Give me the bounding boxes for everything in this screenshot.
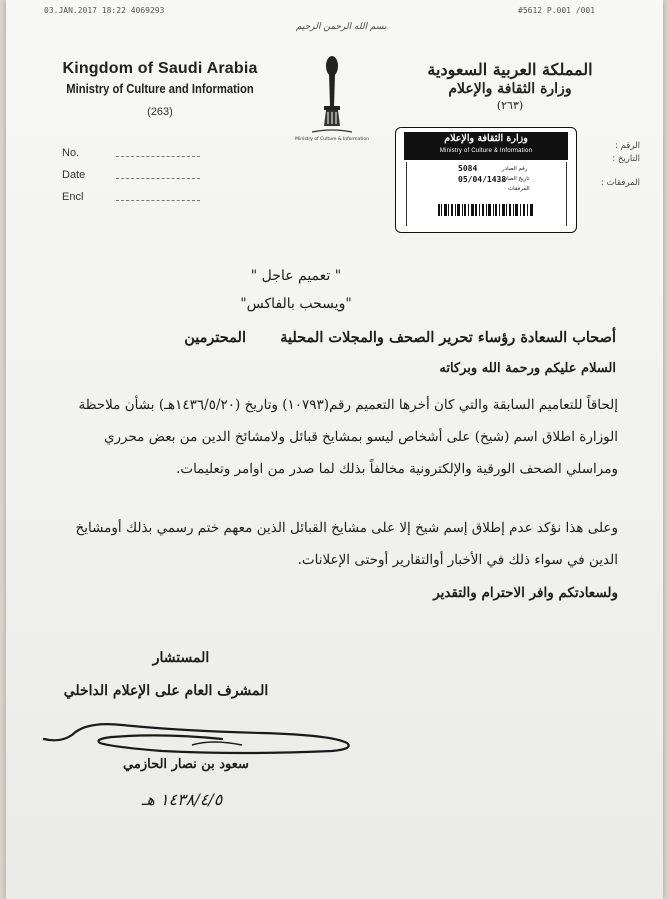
body-paragraph-2: وعلى هذا نؤكد عدم إطلاق إسم شيخ إلا على مشايخ القبائل الذين معهم ختم رسمي بذلك أومشايخ الدين في سواء ذلك في الأخبار أوالتقارير أوحتى الإعلانات. [75, 520, 618, 568]
closing-line: ولسعادتكم وافر الاحترام والتقدير [433, 585, 618, 601]
stamp-left-rule [406, 162, 437, 226]
stamp-label-date: تاريخ الصادر [502, 176, 530, 182]
ar-meta-label-encl: المرفقات : [600, 178, 640, 188]
body-paragraph-1: إلحاقاً للتعاميم السابقة والتي كان أخرها التعميم رقم(١٠٧٩٣) وتاريخ (١٤٣٦/٥/٢٠هـ) بشأن ملاحظة الوزارة اطلاق اسم (شيخ) على أشخاص ليسو بمشايخ قبائل ولامشائخ الدين من بعض محرري ومراسلي الصحف الورقية والإلكترونية مخالفاً بذلك لما صدر من اوامر وتعليمات. [78, 397, 618, 477]
stamp-label-number: رقم الصادر [502, 166, 528, 172]
letterhead-english [54, 60, 266, 118]
signatory-name: سعود بن نصار الحازمي [123, 757, 249, 772]
ar-kingdom-title: المملكة العربية السعودية [427, 60, 593, 79]
stamp-title-ar: وزارة الثقافة والإعلام [444, 133, 528, 144]
registration-stamp [395, 127, 577, 233]
basmala: بسم الله الرحمن الرحيم [296, 22, 387, 32]
ar-meta-labels [580, 140, 640, 190]
by-fax-heading: "ويسحب بالفاكس" [240, 296, 352, 312]
meta-label-date: Date [62, 169, 86, 181]
urgent-circular-heading: " تعميم عاجل " [250, 268, 342, 284]
stamp-right-rule [546, 162, 567, 226]
meta-line-date [116, 177, 200, 179]
document-page [6, 0, 663, 899]
meta-label-no: No. [62, 147, 80, 159]
ministry-emblem-icon [295, 44, 369, 144]
addressee-line: أصحاب السعادة رؤساء تحرير الصحف والمجلات المحلية [280, 329, 616, 346]
stamp-header [404, 132, 568, 160]
barcode-icon [438, 204, 534, 216]
fax-header-left: 03.JAN.2017 18:22 4069293 [44, 6, 165, 15]
en-kingdom-title: Kingdom of Saudi Arabia [62, 60, 258, 77]
fax-header-right: #5612 P.001 /001 [518, 6, 596, 15]
ar-meta-label-date: التاريخ : [612, 153, 640, 164]
stamp-outgoing-number: 5084 [458, 164, 478, 173]
signature-date: ١٤٣٨/٤/٥ هـ [141, 790, 223, 809]
meta-line-no [116, 155, 200, 157]
stamp-label-encl: المرفقات [508, 186, 530, 192]
meta-line-encl [116, 199, 200, 201]
meta-label-encl: Encl [62, 191, 84, 203]
ar-letter-number: (٢٦٣) [496, 99, 524, 112]
signatory-position: المشرف العام على الإعلام الداخلي [63, 683, 269, 699]
emblem-caption: Ministry of Culture & Information [295, 137, 369, 142]
letterhead-arabic [404, 60, 616, 112]
signatory-title: المستشار [152, 650, 210, 666]
en-letter-number: (263) [147, 106, 173, 118]
ar-ministry-title: وزارة الثقافة والإعلام [448, 81, 572, 97]
stamp-title-en: Ministry of Culture & Information [439, 148, 533, 154]
ar-meta-label-number: الرقم : [615, 141, 640, 151]
meta-fields [62, 142, 85, 208]
greeting-line: السلام عليكم ورحمة الله وبركاته [439, 361, 616, 376]
stamp-outgoing-date: 05/04/1438 [458, 175, 507, 184]
respected-suffix: المحترمين [184, 329, 246, 346]
en-ministry-title: Ministry of Culture and Information [66, 82, 254, 96]
